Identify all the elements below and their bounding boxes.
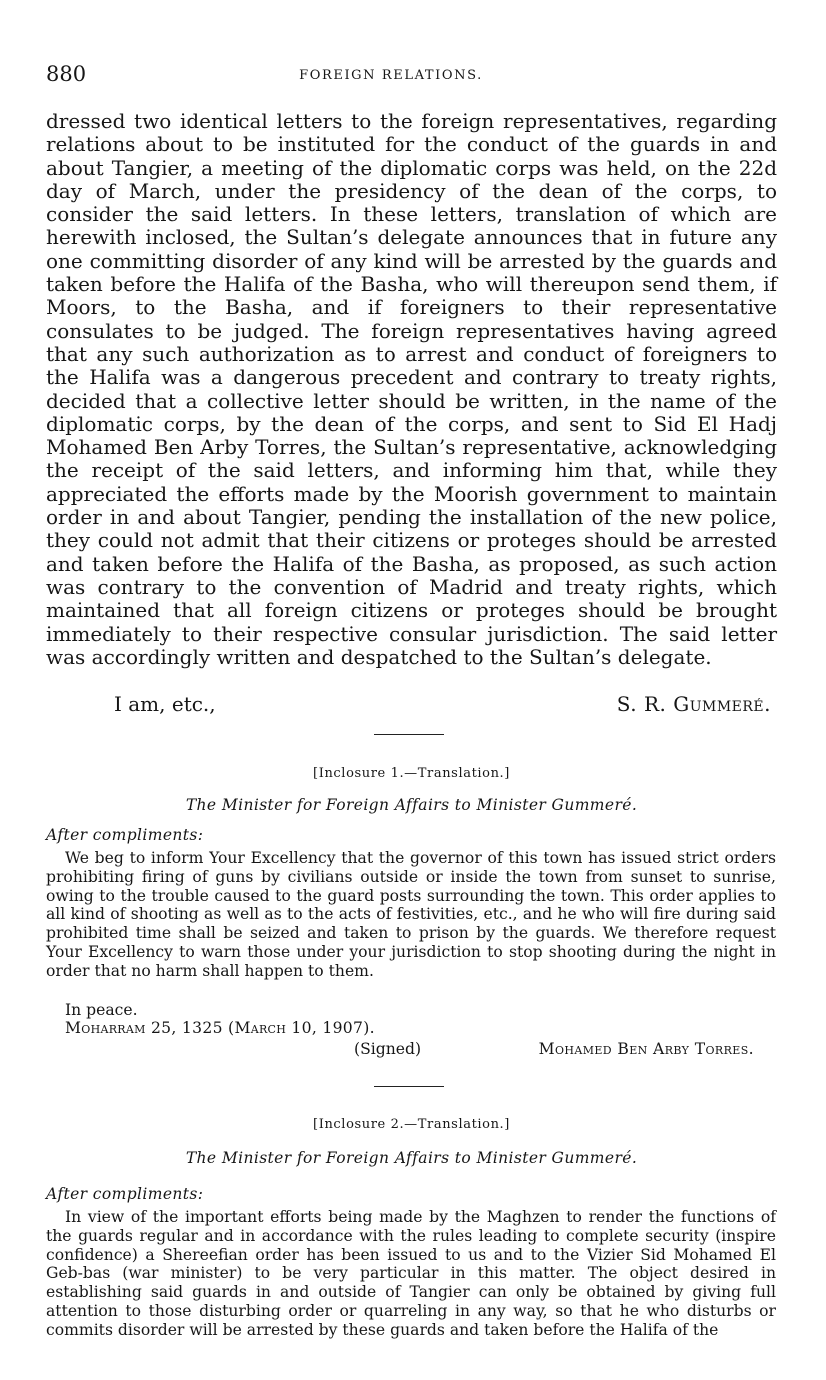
inclosure-2-body — [46, 1208, 776, 1340]
inclosure-2-body-text: In view of the important efforts being made by the Maghzen to render the functions of the guards regular and in accordance with the rules leading to complete security (inspire confidence) a Shereefian order has been issued to us and to the Vizier Sid Mohamed El Geb-bas (war minister) to be very particular in this matter. The object desired in establishing said guards in and outside of Tangier can only be obtained by giving full attention to those disturbing order or quarreling in any way, so that he who disturbs or commits disorder will be arrested by these guards and taken before the Halifa of the — [46, 1208, 776, 1339]
inclosure-2-title: The Minister for Foreign Affairs to Minister Gummeré. — [185, 1149, 638, 1167]
inclosure-1-body — [46, 849, 776, 981]
page-number: 880 — [46, 62, 87, 86]
section-divider — [374, 734, 444, 735]
date-hijri-month: Moharram — [65, 1019, 146, 1037]
page-header — [46, 62, 776, 92]
inclosure-1-title: The Minister for Foreign Affairs to Minister Gummeré. — [185, 796, 638, 814]
inclosure-1-date — [65, 1019, 375, 1037]
main-paragraph-text: dressed two identical letters to the foreign representatives, regarding relations about to be instituted for the conduct of the guards in and about Tangier, a meeting of the diplomatic corps was held, on the 22d day of March, under the presidency of the dean of the corps, to consider the said letters. In these letters, translation of which are herewith inclosed, the Sultan’s delegate announces that in future any one committing disorder of any kind will be arrested by the guards and taken before the Halifa of the Basha, who will thereupon send them, if Moors, to the Basha, and if foreigners to their representative consulates to be judged. The foreign representatives having agreed that any such authorization as to arrest and conduct of foreigners to the Halifa was a dangerous precedent and contrary to treaty rights, decided that a collective letter should be written, in the name of the diplomatic corps, by the dean of the corps, and sent to Sid El Hadj Mohamed Ben Arby Torres, the Sultan’s representative, acknowledging the receipt of the said letters, and informing him that, while they appreciated the efforts made by the Moorish government to maintain order in and about Tangier, pending the installation of the new police, they could not admit that their citizens or proteges should be arrested and taken before the Halifa of the Basha, as proposed, as such action was contrary to the convention of Madrid and treaty rights, which maintained that all foreign citizens or proteges should be brought immediately to their respective consular jurisdiction. The said letter was accordingly written and despatched to the Sultan’s delegate. — [46, 109, 777, 669]
inclosure-2-greeting: After compliments: — [46, 1185, 204, 1203]
main-paragraph — [46, 110, 777, 669]
date-hijri-day: 25, 1325 ( — [145, 1019, 235, 1037]
closing-signer: S. R. Gummeré. — [616, 692, 771, 716]
running-title: FOREIGN RELATIONS. — [299, 68, 483, 83]
signed-label: (Signed) — [354, 1040, 422, 1058]
inclosure-1-body-text: We beg to inform Your Excellency that the governor of this town has issued strict orders prohibiting firing of guns by civilians outside or inside the town from sunset to sunrise, owing to the trouble caused to the guard posts surrounding the town. This order applies to all kind of shooting as well as to the acts of festivities, etc., and he who will fire during said prohibited time shall be seized and taken to prison by the guards. We therefore request Your Excellency to warn those under your jurisdiction to stop shooting during the night in order that no harm shall happen to them. — [46, 849, 776, 980]
date-greg-month: March — [234, 1019, 287, 1037]
inclosure-1-heading: [Inclosure 1.—Translation.] — [313, 766, 510, 781]
inclosure-2-heading: [Inclosure 2.—Translation.] — [313, 1117, 510, 1132]
section-divider — [374, 1086, 444, 1087]
inclosure-1-signer: Mohamed Ben Arby Torres. — [538, 1040, 754, 1058]
inclosure-1-closing: In peace. — [65, 1001, 138, 1019]
closing-salutation: I am, etc., — [114, 692, 216, 716]
date-greg-rest: 10, 1907). — [286, 1019, 375, 1037]
inclosure-1-greeting: After compliments: — [46, 826, 204, 844]
letter-closing — [46, 692, 777, 718]
